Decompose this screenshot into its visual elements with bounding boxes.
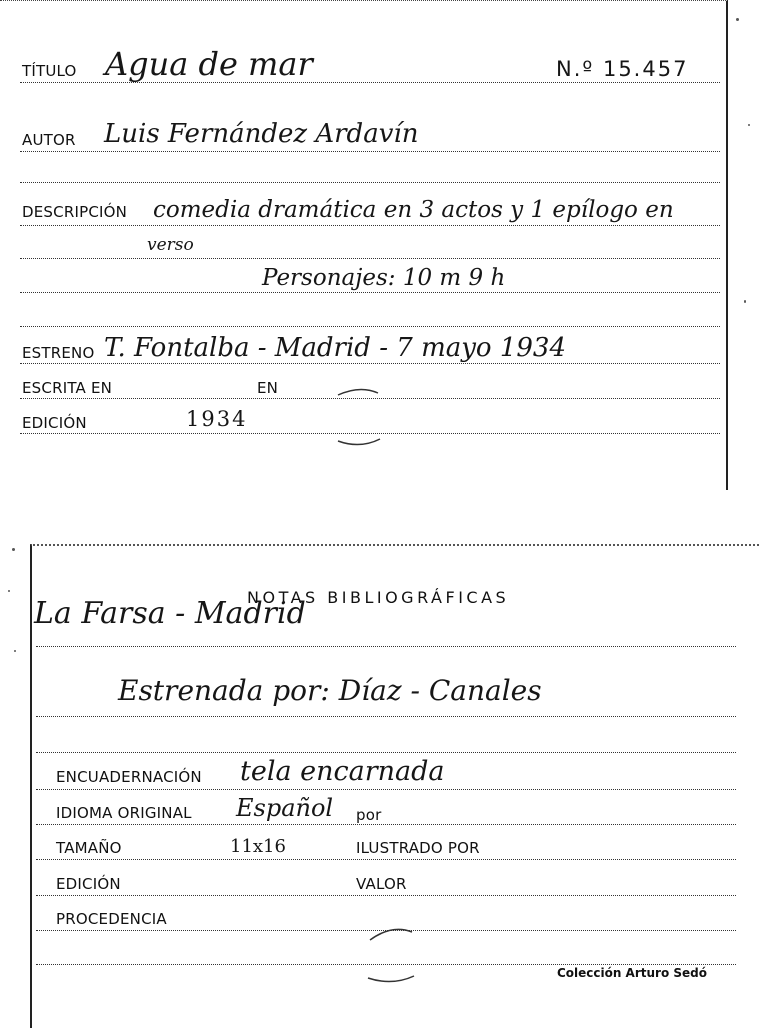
estreno-value: T. Fontalba - Madrid - 7 mayo 1934: [104, 333, 566, 363]
titulo-rule: [20, 82, 720, 83]
valor-label: VALOR: [356, 875, 407, 893]
idioma-label: IDIOMA ORIGINAL: [56, 804, 192, 822]
card-number: N.º 15.457: [556, 57, 689, 81]
descripcion-rule-2: [20, 258, 720, 259]
autor-rule: [20, 151, 720, 152]
scan-speck: [736, 18, 739, 21]
scan-speck: [8, 590, 10, 592]
notes-rule-3: [36, 752, 736, 753]
notes-rule-1: [36, 646, 736, 647]
note-line-1: La Farsa - Madrid: [34, 596, 306, 631]
blank-rule-2: [20, 326, 720, 327]
punch-hole-mark: [362, 918, 432, 988]
scan-speck: [12, 548, 15, 551]
scan-speck: [748, 124, 750, 126]
edicion-label: EDICIÓN: [22, 414, 87, 432]
edicion-value: 1934: [186, 407, 248, 431]
scan-speck: [744, 300, 746, 303]
encuadernacion-rule: [36, 789, 736, 790]
coleccion-credit: Colección Arturo Sedó: [556, 966, 707, 980]
encuadernacion-label: ENCUADERNACIÓN: [56, 768, 202, 786]
procedencia-label: PROCEDENCIA: [56, 910, 167, 928]
tamano-rule: [36, 859, 736, 860]
por-label: por: [356, 806, 382, 824]
estreno-label: ESTRENO: [22, 344, 95, 362]
tamano-label: TAMAÑO: [56, 839, 122, 857]
blank-rule-1: [20, 182, 720, 183]
personajes-rule: [20, 292, 720, 293]
descripcion-line2: verso: [147, 235, 194, 255]
note-line-2: Estrenada por: Díaz - Canales: [118, 674, 542, 707]
catalog-card-front: [0, 0, 728, 490]
titulo-label: TÍTULO: [22, 62, 77, 80]
idioma-value: Español: [236, 794, 334, 822]
edicion-rule-2: [36, 895, 736, 896]
descripcion-rule: [20, 225, 720, 226]
estreno-rule: [20, 363, 720, 364]
tamano-value: 11x16: [230, 836, 286, 857]
ilustrado-label: ILUSTRADO POR: [356, 839, 480, 857]
descripcion-line1: comedia dramática en 3 actos y 1 epílogo en: [153, 197, 674, 223]
personajes-value: Personajes: 10 m 9 h: [262, 265, 506, 291]
scan-speck: [14, 650, 16, 652]
escrita-en-label: ESCRITA EN: [22, 379, 113, 397]
edicion-label-2: EDICIÓN: [56, 875, 121, 893]
autor-label: AUTOR: [22, 131, 76, 149]
titulo-value: Agua de mar: [105, 45, 313, 83]
notas-heading: NOTAS BIBLIOGRÁFICAS: [247, 588, 510, 607]
en-label: EN: [257, 379, 279, 397]
autor-value: Luis Fernández Ardavín: [104, 119, 419, 149]
encuadernacion-value: tela encarnada: [240, 756, 445, 787]
catalog-card-back: [30, 544, 759, 1028]
idioma-rule: [36, 824, 736, 825]
descripcion-label: DESCRIPCIÓN: [22, 203, 128, 221]
punch-hole-mark: [330, 383, 390, 453]
notes-rule-2: [36, 716, 736, 717]
